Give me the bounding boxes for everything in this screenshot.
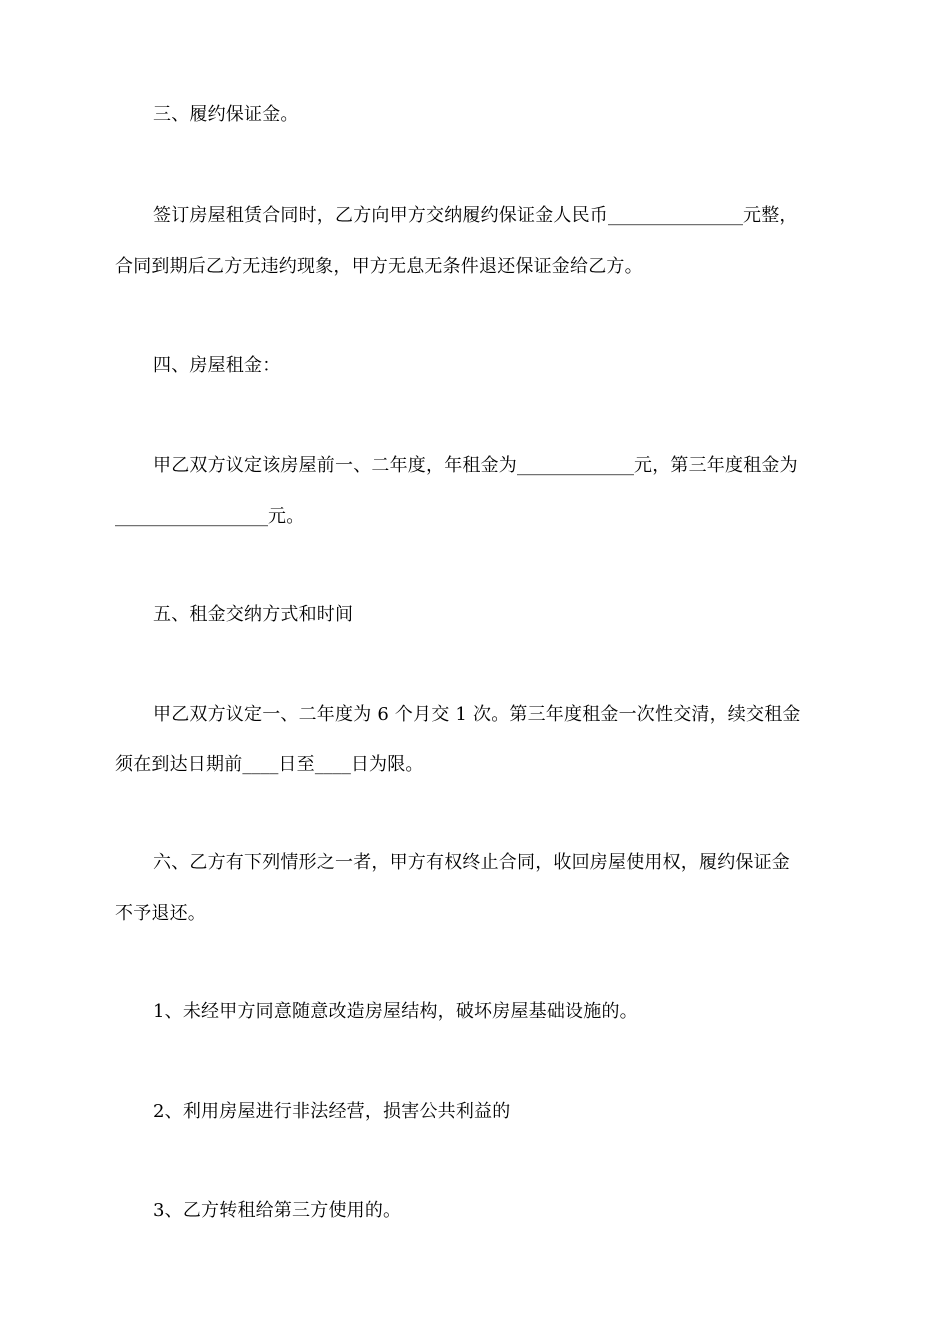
fill-in-blank-end-day: ____ <box>314 754 351 775</box>
section-6-paragraph-line-1: 六、乙方有下列情形之一者，甲方有权终止合同，收回房屋使用权，履约保证金 <box>153 852 790 873</box>
fill-in-blank-third-year-rent: _________________ <box>115 506 268 527</box>
text-segment: 甲乙双方议定该房屋前一、二年度，年租金为 <box>153 455 517 476</box>
text-segment: 元，第三年度租金为 <box>634 455 798 476</box>
text-segment: 须在到达日期前 <box>115 754 243 775</box>
section-3-paragraph-line-1 <box>153 204 878 228</box>
section-6-list-item-2: 2、利用房屋进行非法经营，损害公共利益的 <box>153 1101 511 1122</box>
section-5-paragraph-line-1: 甲乙双方议定一、二年度为 6 个月交 1 次。第三年度租金一次性交清，续交租金 <box>153 704 801 725</box>
fill-in-blank-annual-rent: _____________ <box>517 455 634 476</box>
section-4-paragraph-line-2 <box>115 505 840 529</box>
section-5-paragraph-line-2 <box>115 753 840 777</box>
section-6-list-item-1: 1、未经甲方同意随意改造房屋结构，破坏房屋基础设施的。 <box>153 1001 638 1022</box>
section-4-heading: 四、房屋租金： <box>153 355 281 376</box>
text-segment: 日至 <box>278 754 315 775</box>
text-segment: 元。 <box>268 506 305 527</box>
section-3-paragraph-line-2: 合同到期后乙方无违约现象，甲方无息无条件退还保证金给乙方。 <box>115 256 643 277</box>
text-segment: 签订房屋租赁合同时，乙方向甲方交纳履约保证金人民币 <box>153 205 608 226</box>
fill-in-blank-deposit: _______________ <box>608 205 743 226</box>
section-5-heading: 五、租金交纳方式和时间 <box>153 604 354 625</box>
section-4-paragraph-line-1 <box>153 454 878 478</box>
text-segment: 元整， <box>743 205 798 226</box>
section-6-paragraph-line-2: 不予退还。 <box>115 903 206 924</box>
text-segment: 日为限。 <box>350 754 424 775</box>
section-6-list-item-3: 3、乙方转租给第三方使用的。 <box>153 1200 402 1221</box>
fill-in-blank-start-day: ____ <box>242 754 279 775</box>
section-3-heading: 三、履约保证金。 <box>153 104 299 125</box>
